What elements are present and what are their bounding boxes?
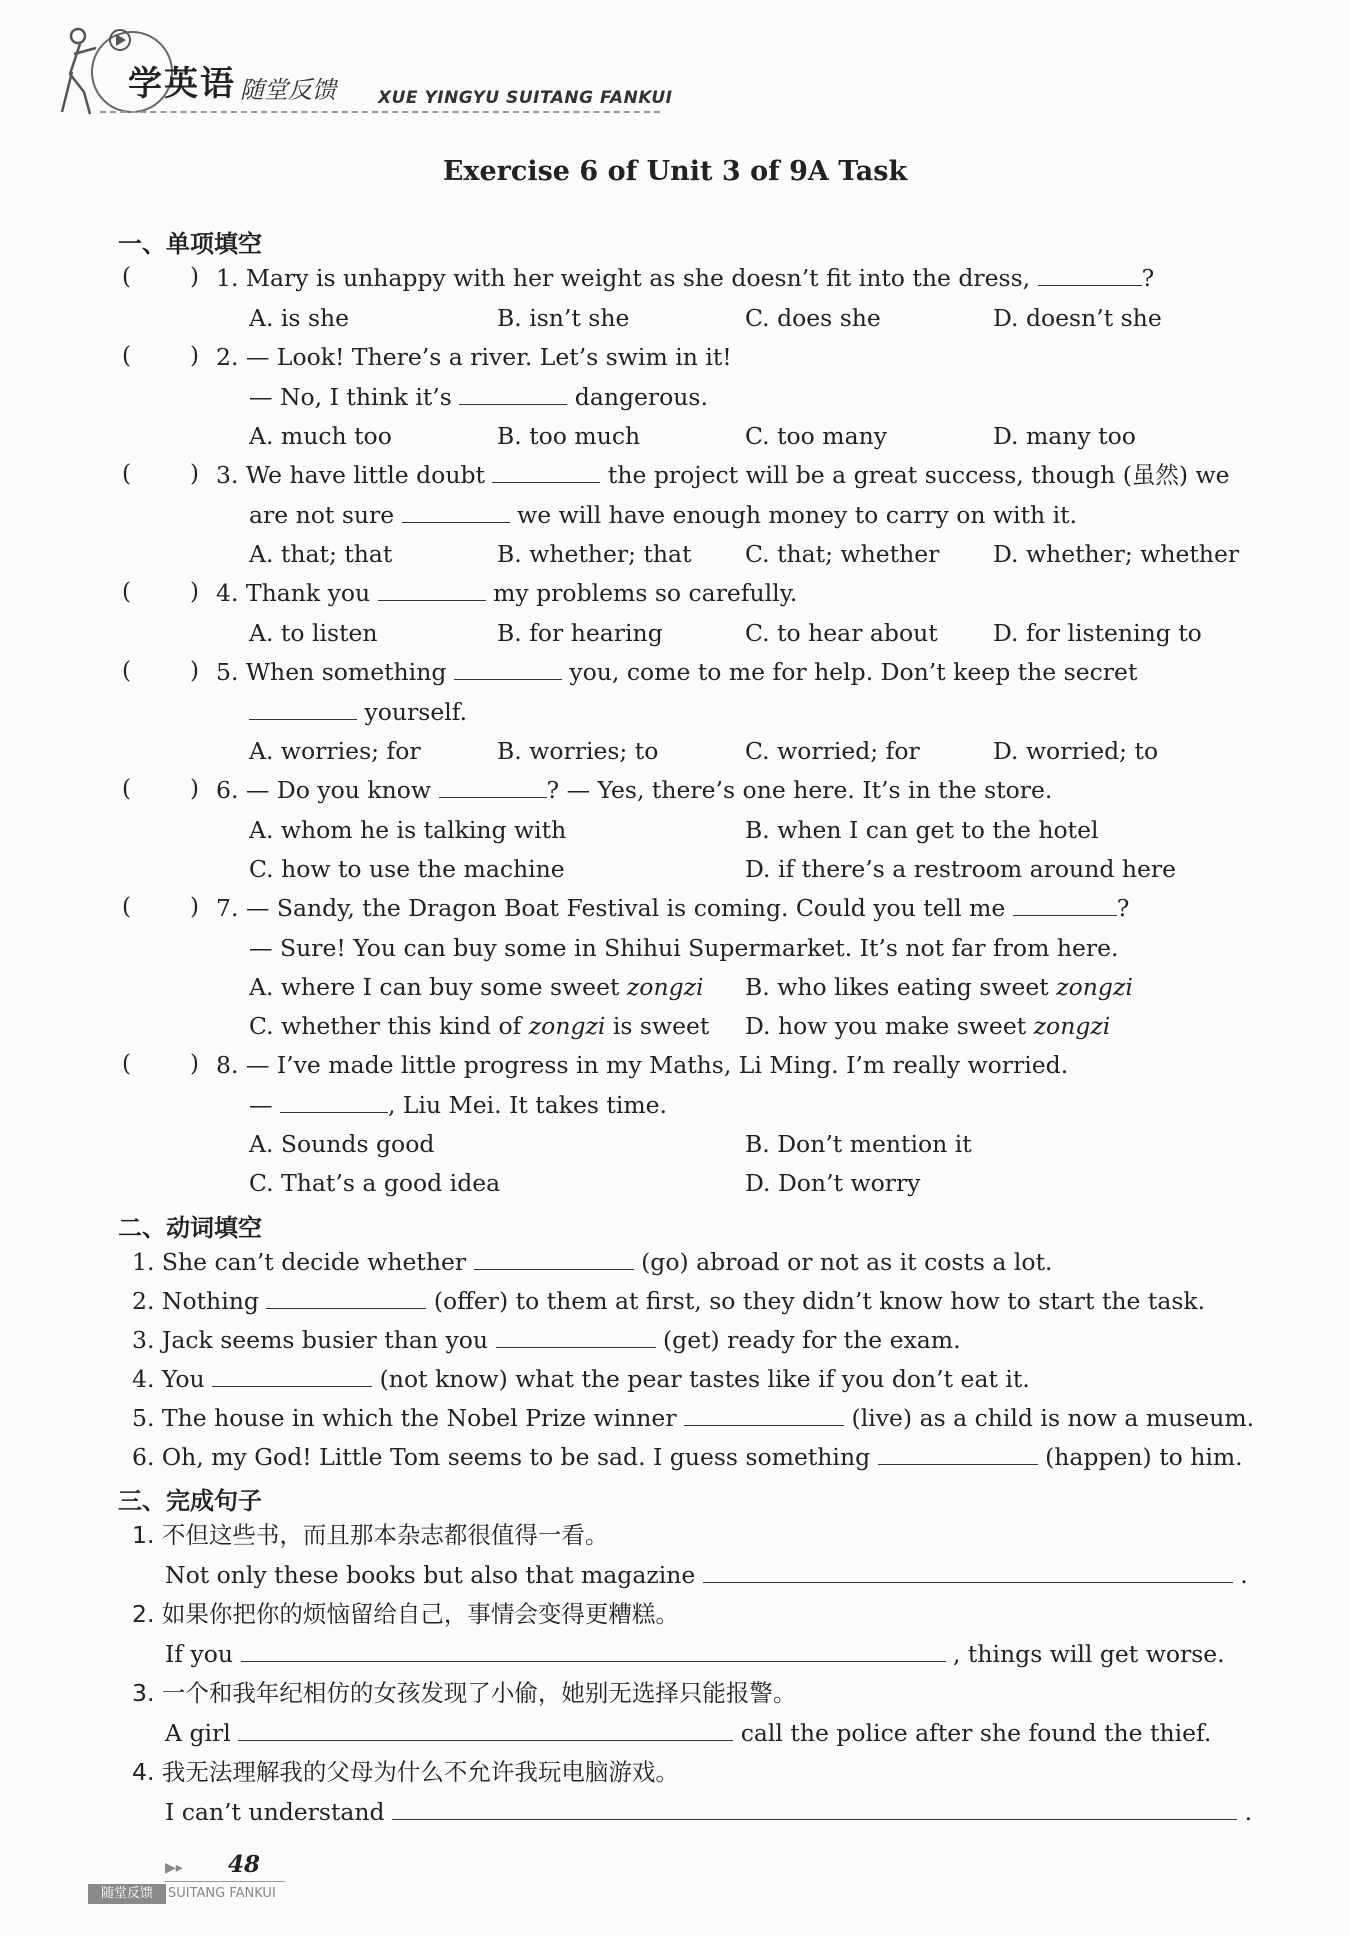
option-c: C. does she — [745, 304, 881, 332]
q-stem: Mary is unhappy with her weight as she doesn’t fit into the dress, — [245, 264, 1031, 292]
answer-paren-close: ) — [190, 894, 199, 920]
q-stem: — Sandy, the Dragon Boat Festival is coming. Could you tell me — [245, 894, 1006, 922]
item-number: 1. — [132, 1248, 155, 1276]
sentence-chinese — [132, 1678, 796, 1708]
item-number: 1. — [132, 1521, 155, 1549]
q-stem-line2: are not sure — [249, 501, 395, 529]
verb-item — [132, 1403, 1254, 1433]
english-start: I can’t understand — [165, 1798, 385, 1826]
item-number: 2. — [132, 1287, 155, 1315]
answer-blank[interactable] — [1038, 263, 1142, 286]
option-c: C. how to use the machine — [249, 855, 565, 883]
option-b-text: B. who likes eating sweet — [745, 973, 1049, 1001]
item-number: 2. — [132, 1600, 155, 1628]
q-stem-end: ? — [1116, 894, 1130, 922]
q-number: 7. — [216, 894, 239, 922]
option-d: D. doesn’t she — [993, 304, 1162, 332]
q-number: 6. — [216, 776, 239, 804]
sentence-chinese — [132, 1757, 679, 1787]
zongzi-term: zongzi — [528, 1012, 606, 1040]
answer-blank[interactable] — [266, 1286, 426, 1309]
q-line2: — No, I think it’s — [249, 383, 452, 411]
answer-line[interactable] — [241, 1639, 946, 1662]
answer-paren-close: ) — [190, 343, 199, 369]
english-end: . — [1244, 1798, 1253, 1826]
option-d: D. Don’t worry — [745, 1169, 921, 1197]
footer-badge: 随堂反馈 — [88, 1884, 166, 1904]
item-text: You — [161, 1365, 205, 1393]
answer-paren-close: ) — [190, 1051, 199, 1077]
exercise-title: Exercise 6 of Unit 3 of 9A Task — [442, 156, 908, 187]
item-text-end: (not know) what the pear tastes like if you don’t eat it. — [379, 1365, 1030, 1393]
item-text-end: (live) as a child is now a museum. — [851, 1404, 1255, 1432]
q-number: 2. — [216, 343, 239, 371]
item-text-end: (go) abroad or not as it costs a lot. — [641, 1248, 1053, 1276]
q-stem-end: my problems so carefully. — [493, 579, 798, 607]
q-line2-end: dangerous. — [574, 383, 708, 411]
item-text-end: (get) ready for the exam. — [662, 1326, 961, 1354]
option-a: A. Sounds good — [249, 1130, 435, 1158]
answer-line[interactable] — [392, 1797, 1237, 1820]
item-text: Jack seems busier than you — [161, 1326, 489, 1354]
q-stem: When something — [245, 658, 447, 686]
q-number: 5. — [216, 658, 239, 686]
option-a: A. worries; for — [249, 737, 421, 765]
q-stem: We have little doubt — [245, 461, 485, 489]
header-dashed-divider — [100, 111, 660, 113]
q-number: 3. — [216, 461, 239, 489]
section1-heading: 一、单项填空 — [118, 230, 262, 258]
q-number: 8. — [216, 1051, 239, 1079]
option-d: D. if there’s a restroom around here — [745, 855, 1177, 883]
option-c-text: C. whether this kind of — [249, 1012, 522, 1040]
answer-paren-open: ( — [122, 343, 131, 369]
option-d — [745, 1011, 1110, 1041]
item-number: 6. — [132, 1443, 155, 1471]
q-stem-line2-end: we will have enough money to carry on with it. — [517, 501, 1078, 529]
item-text: She can’t decide whether — [161, 1248, 467, 1276]
q-stem-line2: yourself. — [364, 698, 468, 726]
english-end: call the police after she found the thief. — [740, 1719, 1212, 1747]
q-stem: Thank you — [245, 579, 371, 607]
q-number: 1. — [216, 264, 239, 292]
answer-blank[interactable] — [474, 1247, 634, 1270]
section2-heading: 二、动词填空 — [118, 1214, 262, 1242]
section3-heading: 三、完成句子 — [118, 1487, 262, 1515]
answer-paren-open: ( — [122, 579, 131, 605]
option-b: B. too much — [497, 422, 641, 450]
answer-blank[interactable] — [1013, 893, 1117, 916]
q-stem-cont: the project will be a great success, though (虽然) we — [607, 461, 1230, 489]
sentence-english — [165, 1797, 1252, 1827]
verb-item — [132, 1247, 1053, 1277]
verb-item — [132, 1442, 1243, 1472]
answer-paren-open: ( — [122, 894, 131, 920]
answer-paren-open: ( — [122, 658, 131, 684]
option-b: B. whether; that — [497, 540, 692, 568]
english-end: . — [1240, 1561, 1248, 1589]
answer-blank[interactable] — [454, 657, 562, 680]
option-c — [249, 1011, 709, 1041]
answer-blank[interactable] — [402, 500, 510, 523]
option-d: D. many too — [993, 422, 1136, 450]
option-b: B. when I can get to the hotel — [745, 816, 1099, 844]
sentence-english — [165, 1718, 1211, 1748]
verb-item — [132, 1325, 961, 1355]
answer-paren-open: ( — [122, 264, 131, 290]
option-d: D. for listening to — [993, 619, 1202, 647]
q-stem: — Do you know — [245, 776, 432, 804]
zongzi-term: zongzi — [626, 973, 704, 1001]
answer-blank[interactable] — [684, 1403, 844, 1426]
verb-item — [132, 1364, 1030, 1394]
item-number: 4. — [132, 1365, 155, 1393]
item-text-end: (offer) to them at first, so they didn’t know how to start the task. — [433, 1287, 1206, 1315]
item-number: 3. — [132, 1326, 155, 1354]
footer-brand-en: SUITANG FANKUI — [168, 1886, 276, 1901]
answer-line[interactable] — [703, 1560, 1233, 1583]
option-d: D. worried; to — [993, 737, 1159, 765]
answer-blank[interactable] — [280, 1090, 388, 1113]
q-line2: — Sure! You can buy some in Shihui Supermarket. It’s not far from here. — [249, 934, 1119, 962]
option-c: C. that; whether — [745, 540, 940, 568]
answer-paren-close: ) — [190, 264, 199, 290]
option-b: B. worries; to — [497, 737, 659, 765]
option-a: A. is she — [249, 304, 350, 332]
option-a — [249, 972, 704, 1002]
verb-item — [132, 1286, 1205, 1316]
q-line1: — Look! There’s a river. Let’s swim in it! — [245, 343, 732, 371]
option-c: C. worried; for — [745, 737, 920, 765]
brand-english-title: XUE YINGYU SUITANG FANKUI — [378, 88, 673, 108]
chinese-prompt: 一个和我年纪相仿的女孩发现了小偷，她别无选择只能报警。 — [161, 1679, 797, 1707]
option-c: C. to hear about — [745, 619, 938, 647]
item-number: 3. — [132, 1679, 155, 1707]
option-c: C. That’s a good idea — [249, 1169, 501, 1197]
sentence-english — [165, 1560, 1248, 1590]
answer-paren-close: ) — [190, 776, 199, 802]
answer-blank[interactable] — [492, 460, 600, 483]
sentence-chinese — [132, 1599, 679, 1629]
english-start: Not only these books but also that magazine — [165, 1561, 696, 1589]
answer-blank[interactable] — [878, 1442, 1038, 1465]
option-c: C. too many — [745, 422, 887, 450]
q-number: 4. — [216, 579, 239, 607]
item-number: 4. — [132, 1758, 155, 1786]
option-b — [745, 972, 1133, 1002]
answer-blank[interactable] — [378, 578, 486, 601]
q-stem-end: ? — [1141, 264, 1155, 292]
option-a: A. that; that — [249, 540, 393, 568]
option-b: B. Don’t mention it — [745, 1130, 972, 1158]
item-text-end: (happen) to him. — [1045, 1443, 1243, 1471]
option-b: B. isn’t she — [497, 304, 630, 332]
answer-blank[interactable] — [496, 1325, 656, 1348]
item-text: Oh, my God! Little Tom seems to be sad. I guess something — [161, 1443, 871, 1471]
answer-blank[interactable] — [439, 775, 547, 798]
answer-paren-close: ) — [190, 579, 199, 605]
answer-paren-open: ( — [122, 776, 131, 802]
item-text: The house in which the Nobel Prize winner — [161, 1404, 677, 1432]
option-a: A. to listen — [249, 619, 378, 647]
option-d: D. whether; whether — [993, 540, 1240, 568]
answer-blank[interactable] — [212, 1364, 372, 1387]
q-line2-end: , Liu Mei. It takes time. — [387, 1091, 668, 1119]
item-text: Nothing — [161, 1287, 259, 1315]
option-a: A. whom he is talking with — [249, 816, 567, 844]
answer-paren-close: ) — [190, 461, 199, 487]
answer-line[interactable] — [238, 1718, 733, 1741]
answer-blank[interactable] — [459, 382, 567, 405]
zongzi-term: zongzi — [1056, 973, 1133, 1001]
answer-paren-close: ) — [190, 658, 199, 684]
sentence-english — [165, 1639, 1225, 1669]
chinese-prompt: 我无法理解我的父母为什么不允许我玩电脑游戏。 — [161, 1758, 679, 1786]
brand-chinese-title: 学英语 — [128, 64, 236, 104]
brand-chinese-subtitle: 随堂反馈 — [240, 76, 336, 104]
q-stem: — I’ve made little progress in my Maths, Li Ming. I’m really worried. — [245, 1051, 1069, 1079]
footer-arrow-icon: ▶▸ — [165, 1860, 183, 1876]
english-start: A girl — [165, 1719, 231, 1747]
item-number: 5. — [132, 1404, 155, 1432]
sentence-chinese — [132, 1520, 608, 1550]
q-stem-cont: you, come to me for help. Don’t keep the secret — [569, 658, 1138, 686]
english-start: If you — [165, 1640, 234, 1668]
chinese-prompt: 如果你把你的烦恼留给自己，事情会变得更糟糕。 — [161, 1600, 679, 1628]
answer-paren-open: ( — [122, 1051, 131, 1077]
page-number: 48 — [228, 1851, 261, 1878]
option-d-text: D. how you make sweet — [745, 1012, 1027, 1040]
english-end: , things will get worse. — [952, 1640, 1225, 1668]
dash: — — [249, 1091, 273, 1119]
zongzi-term: zongzi — [1033, 1012, 1111, 1040]
option-a: A. much too — [249, 422, 392, 450]
q-stem-end: ? — Yes, there’s one here. It’s in the store. — [546, 776, 1053, 804]
option-a-text: A. where I can buy some sweet — [249, 973, 620, 1001]
chinese-prompt: 不但这些书，而且那本杂志都很值得一看。 — [161, 1521, 609, 1549]
footer-divider — [165, 1881, 285, 1882]
option-c-end: is sweet — [612, 1012, 710, 1040]
answer-paren-open: ( — [122, 461, 131, 487]
answer-blank[interactable] — [249, 697, 357, 720]
option-b: B. for hearing — [497, 619, 663, 647]
